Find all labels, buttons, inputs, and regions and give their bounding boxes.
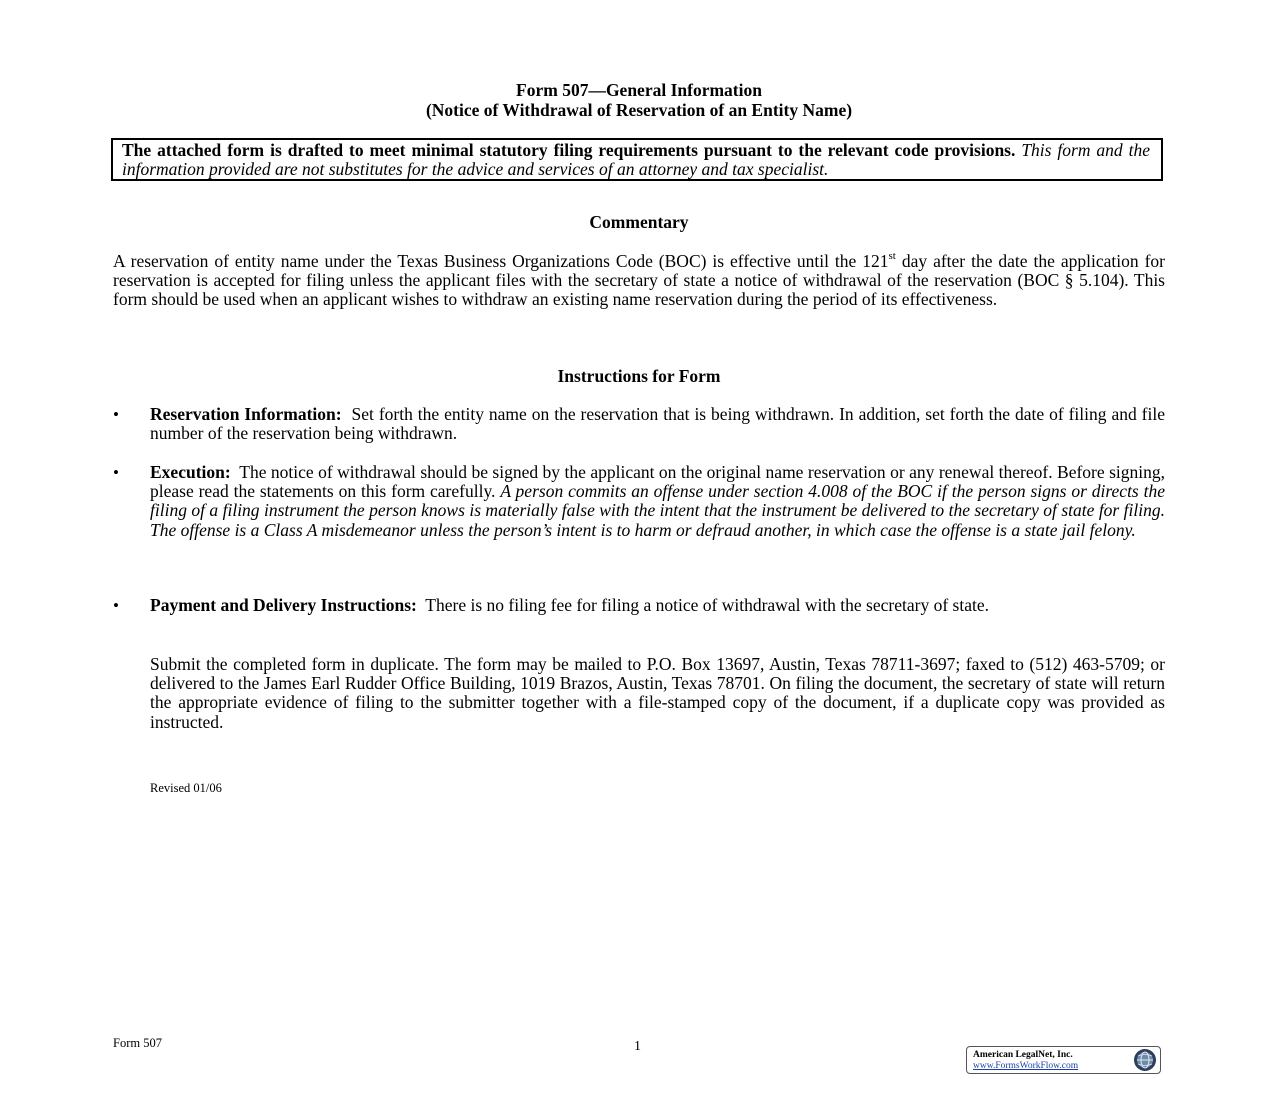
american-legalnet-logo[interactable]: [966, 1046, 1161, 1074]
page-number: 1: [634, 1039, 641, 1054]
bullet-icon: •: [113, 463, 119, 482]
logo-url-link[interactable]: www.FormsWorkFlow.com: [973, 1061, 1079, 1071]
instruction-text: Set forth the entity name on the reservation that is being withdrawn. In addition, set forth the date of filing and file number of the reservation being withdrawn.: [150, 404, 1165, 444]
instruction-label: Execution:: [150, 462, 231, 482]
revised-date: Revised 01/06: [150, 781, 222, 795]
instruction-text: There is no filing fee for filing a notice of withdrawal with the secretary of state.: [425, 595, 989, 615]
instruction-item-payment: [113, 596, 1165, 615]
bullet-icon: •: [113, 405, 119, 424]
bullet-icon: •: [113, 596, 119, 615]
logo-company-name: American LegalNet, Inc.: [973, 1050, 1073, 1060]
disclaimer-box: [111, 138, 1163, 181]
submit-text: Submit the completed form in duplicate. The form may be mailed to P.O. Box 13697, Austin, Texas 78711-3697; faxed to (512) 463-5709; or delivered to the James Earl Rudder Office Building, 1019 Brazos, Austin, Texas 78701. On filing the document, the secretary of state will return the appropriate evidence of filing to the submitter together with a file-stamped copy of the document, if a duplicate copy was provided as instructed.: [150, 654, 1165, 732]
disclaimer-bold-text: The attached form is drafted to meet minimal statutory filing requirements pursuant to the relevant code provisions.: [122, 140, 1016, 160]
disclaimer-italic-text: This form and the information provided are not substitutes for the advice and services of an attorney and tax specialist.: [122, 140, 1150, 179]
commentary-heading: Commentary: [589, 212, 689, 232]
globe-icon: [1133, 1048, 1157, 1072]
instructions-heading: Instructions for Form: [557, 366, 721, 386]
instruction-text: The notice of withdrawal should be signed by the applicant on the original name reservation or any renewal thereof. Before signing, please read the statements on this form carefully.: [150, 462, 1165, 502]
instruction-warning-italic: A person commits an offense under section 4.008 of the BOC if the person signs or directs the filing of a filing instrument the person knows is materially false with the intent that the instrument be delivered to the secretary of state for filing. The offense is a Class A misdemeanor unless the person’s intent is to harm or defraud another, in which case the offense is a state jail felony.: [150, 481, 1165, 540]
commentary-superscript: st: [888, 250, 896, 263]
page-title: [113, 80, 1165, 120]
instruction-label: Reservation Information:: [150, 404, 342, 424]
title-line-2: (Notice of Withdrawal of Reservation of an Entity Name): [425, 100, 853, 120]
title-line-1: Form 507—General Information: [516, 80, 762, 100]
commentary-text-part2: day after the date the application for reservation is accepted for filing unless the applicant files with the secretary of state a notice of withdrawal of the reservation (BOC § 5.104). This form should be used when an applicant wishes to withdraw an existing name reservation during the period of its effectiveness.: [113, 251, 1165, 310]
instruction-item-execution: [113, 463, 1165, 540]
instruction-item-reservation: [113, 405, 1165, 443]
submit-instructions: [113, 655, 1165, 732]
footer-form-label: Form 507: [113, 1036, 162, 1050]
instruction-label: Payment and Delivery Instructions:: [150, 595, 417, 615]
commentary-paragraph: [113, 252, 1165, 310]
commentary-text-part1: A reservation of entity name under the Texas Business Organizations Code (BOC) is effective until the 121: [113, 251, 889, 271]
